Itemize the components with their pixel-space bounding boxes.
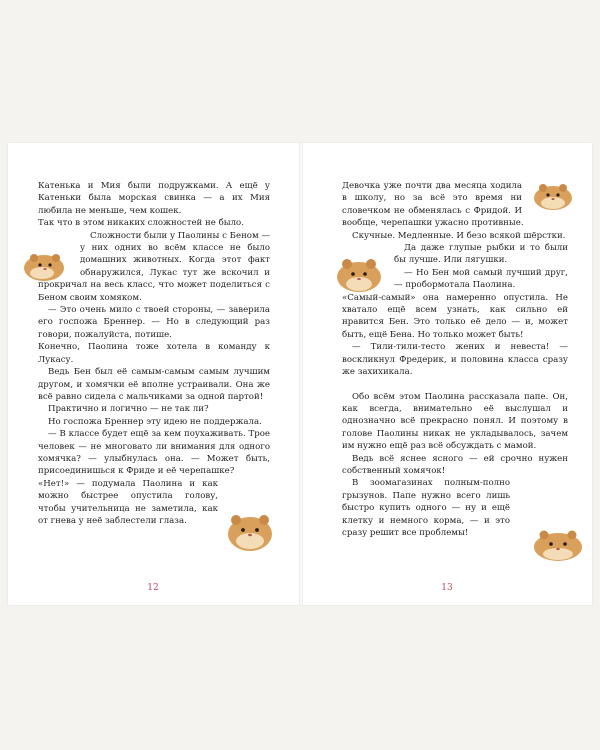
paragraph: — Тили-тили-тесто жених и невеста! — воскликнул Фредерик, и половина класса сразу же захихикала.	[342, 342, 568, 378]
paragraph: Да даже глупые рыбки и то были бы лучше. Или лягушки.	[394, 243, 568, 266]
paragraph: Ведь всё яснее ясного — ей срочно нужен собственный хомячок!	[342, 453, 568, 476]
paragraph: Так что в этом никаких сложностей не было.	[38, 218, 244, 229]
paragraph: Практично и логично — не так ли?	[48, 404, 209, 415]
paragraph: Конечно, Паолина тоже хотела в команду к Лукасу.	[38, 342, 270, 365]
paragraph: «Нет!» — подумала Паолина и как можно быстрее опустила голову, чтобы учительница не заметила, как от гнева у неё заблестели глаза.	[38, 478, 218, 526]
paragraph: — Но Бен мой самый лучший друг, — пробормотала Паолина.	[394, 267, 568, 291]
paragraph: — В классе будет ещё за кем поухаживать. Трое человек — не многовато ли внимания для одного хомячка? — улыбнулась она. — Может быть, присоединишься к Фриде и её черепашке?	[38, 429, 270, 477]
paragraph: — Это очень мило с твоей стороны, — заверила его госпожа Бреннер. — Но в следующий раз говори, пожалуйста, потише.	[38, 305, 270, 340]
paragraph: Сложности были у Паолины с Беном — у них одних во всём классе не было домашних животных. Когда этот факт обнаружился, Лукас тут же вскочил и прокричал на весь класс, что может поделиться с Беном своим хомяком.	[38, 230, 270, 303]
hamster-illustration	[20, 248, 68, 284]
page-number: 12	[147, 583, 159, 593]
hamster-illustration	[332, 255, 386, 295]
paragraph: Скучные. Медленные. И безо всякой шёрстки.	[352, 230, 566, 241]
book-spread	[8, 143, 592, 605]
left-page-text	[38, 180, 270, 527]
paragraph: Обо всём этом Паолина рассказала папе. Он, как всегда, внимательно её выслушал и однозначно всё прекрасно понял. И поэтому в голове Паолины никак не укладывалось, зачем им нужно ещё раз всё обсуждать с мамой.	[342, 391, 568, 452]
paragraph: Но госпожа Бреннер эту идею не поддержала.	[48, 416, 262, 427]
page-number: 13	[441, 583, 453, 593]
paragraph: «Самый-самый» она намеренно опустила. Не хватало ещё всем узнать, как сильно ей нравится Бен. Это только её дело — и, может быть, ещё Бена. Но только может быть!	[342, 292, 568, 340]
left-page	[8, 143, 298, 605]
hamster-illustration	[530, 525, 586, 565]
paragraph: Катенька и Мия были подружками. А ещё у Катеньки была морская свинка — а их Мия любила не меньше, чем кошек.	[38, 181, 270, 216]
paragraph: В зоомагазинах полным-полно грызунов. Папе нужно всего лишь быстро купить одного — ну и ещё клетку и немного корма, — и это сразу решит все проблемы!	[342, 478, 510, 538]
right-page	[302, 143, 592, 605]
hamster-illustration	[530, 179, 576, 213]
hamster-illustration	[222, 508, 278, 556]
paragraph: Девочка уже почти два месяца ходила в школу, но за всё это время ни словечком не обменялась с Фридой. И вообще, черепашки ужасно противные.	[342, 181, 524, 229]
paragraph: Ведь Бен был её самым-самым самым лучшим другом, и хомячки её вполне устраивали. Она же всё равно сидела с мальчиками за одной партой!	[38, 367, 270, 402]
right-page-text	[342, 180, 568, 539]
